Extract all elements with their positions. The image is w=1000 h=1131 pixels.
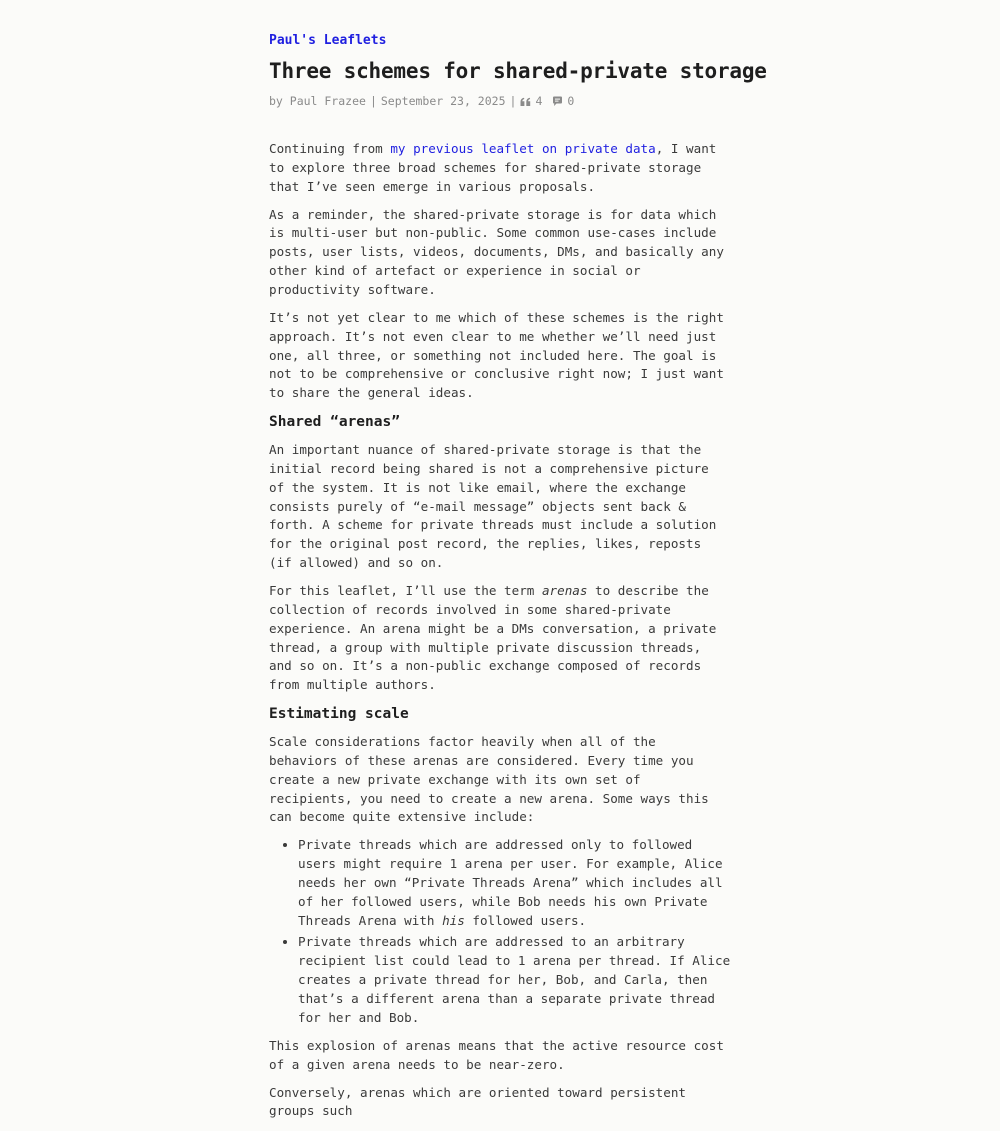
list-item [298,836,731,930]
section-heading-scale: Estimating scale [269,706,409,723]
list-item: • Private threads which are addressed to an arbitrary recipient list could lead to 1 arena per thread. If Alice creates a private thread for her, Bob, and Carla, then that’s a different arena than a separate private thread for her and Bob. [298,933,731,1027]
emphasis-text: arenas [541,583,588,599]
comments-count: 0 [567,94,575,108]
emphasis-text: his [442,912,465,928]
meta-separator: | [509,94,517,108]
section-heading-arenas: Shared “arenas” [269,414,400,431]
post-content [269,140,731,1121]
paragraph: As a reminder, the shared-private storage is for data which is multi-user but non-public. Some common use-cases include posts, user lists, videos, documents, DMs, and basically any other kind of artefact or experience in social or productivity software. [269,206,724,297]
page-title: Three schemes for shared-private storage [269,59,767,83]
paragraph [269,582,731,695]
meta-separator: | [369,94,377,108]
list-item-text: followed users. [464,912,587,928]
paragraph: An important nuance of shared-private storage is that the initial record being shared is not a comprehensive picture of the system. It is not like email, where the exchange consists purely of “e-mail message” objects sent back & forth. A scheme for private threads must include a solution for the original post record, the replies, likes, reposts (if allowed) and so on. [269,442,717,571]
post-date: September 23, 2025 [380,94,506,108]
paragraph-text: For this leaflet, I’ll use the term [269,583,542,599]
post-meta [269,93,731,109]
paragraph: Scale considerations factor heavily when all of the behaviors of these arenas are considered. Every time you create a new private exchange with its own set of recipients, you need to create a new arena. Some ways this can become quite extensive include: [269,734,709,825]
leaflet-page [269,29,767,1131]
quote-icon[interactable] [520,97,531,107]
list-item-text: Private threads which are addressed only to followed users might require 1 arena per user. For example, Alice needs her own “Private Threads Arena” which includes all of her followed users, while Bob needs his own Private Threads Arena with [298,837,723,928]
paragraph-text: , I want to explore three broad schemes for shared-private storage that I’ve seen emerge in various proposals. [269,141,717,194]
paragraph [269,140,731,196]
comment-icon[interactable] [552,96,563,107]
quotes-count: 4 [535,94,543,108]
previous-leaflet-link[interactable]: my previous leaflet on private data [390,141,656,156]
bullet-list [269,836,731,1027]
author-byline: by Paul Frazee [269,94,366,108]
paragraph: Conversely, arenas which are oriented toward persistent groups such [269,1084,687,1119]
paragraph-text: Continuing from [269,141,391,156]
paragraph: It’s not yet clear to me which of these schemes is the right approach. It’s not even clear to me whether we’ll need just one, all three, or something not included here. The goal is not to be comprehensive or conclusive right now; I just want to share the general ideas. [269,309,724,401]
publication-link[interactable]: Paul's Leaflets [269,33,387,48]
paragraph: This explosion of arenas means that the active resource cost of a given arena needs to be near-zero. [269,1037,724,1072]
paragraph-text: to describe the collection of records involved in some shared-private experience. An arena might be a DMs conversation, a private thread, a group with multiple private discussion threads, and so on. It’s a non-public exchange composed of records from multiple authors. [269,583,717,693]
